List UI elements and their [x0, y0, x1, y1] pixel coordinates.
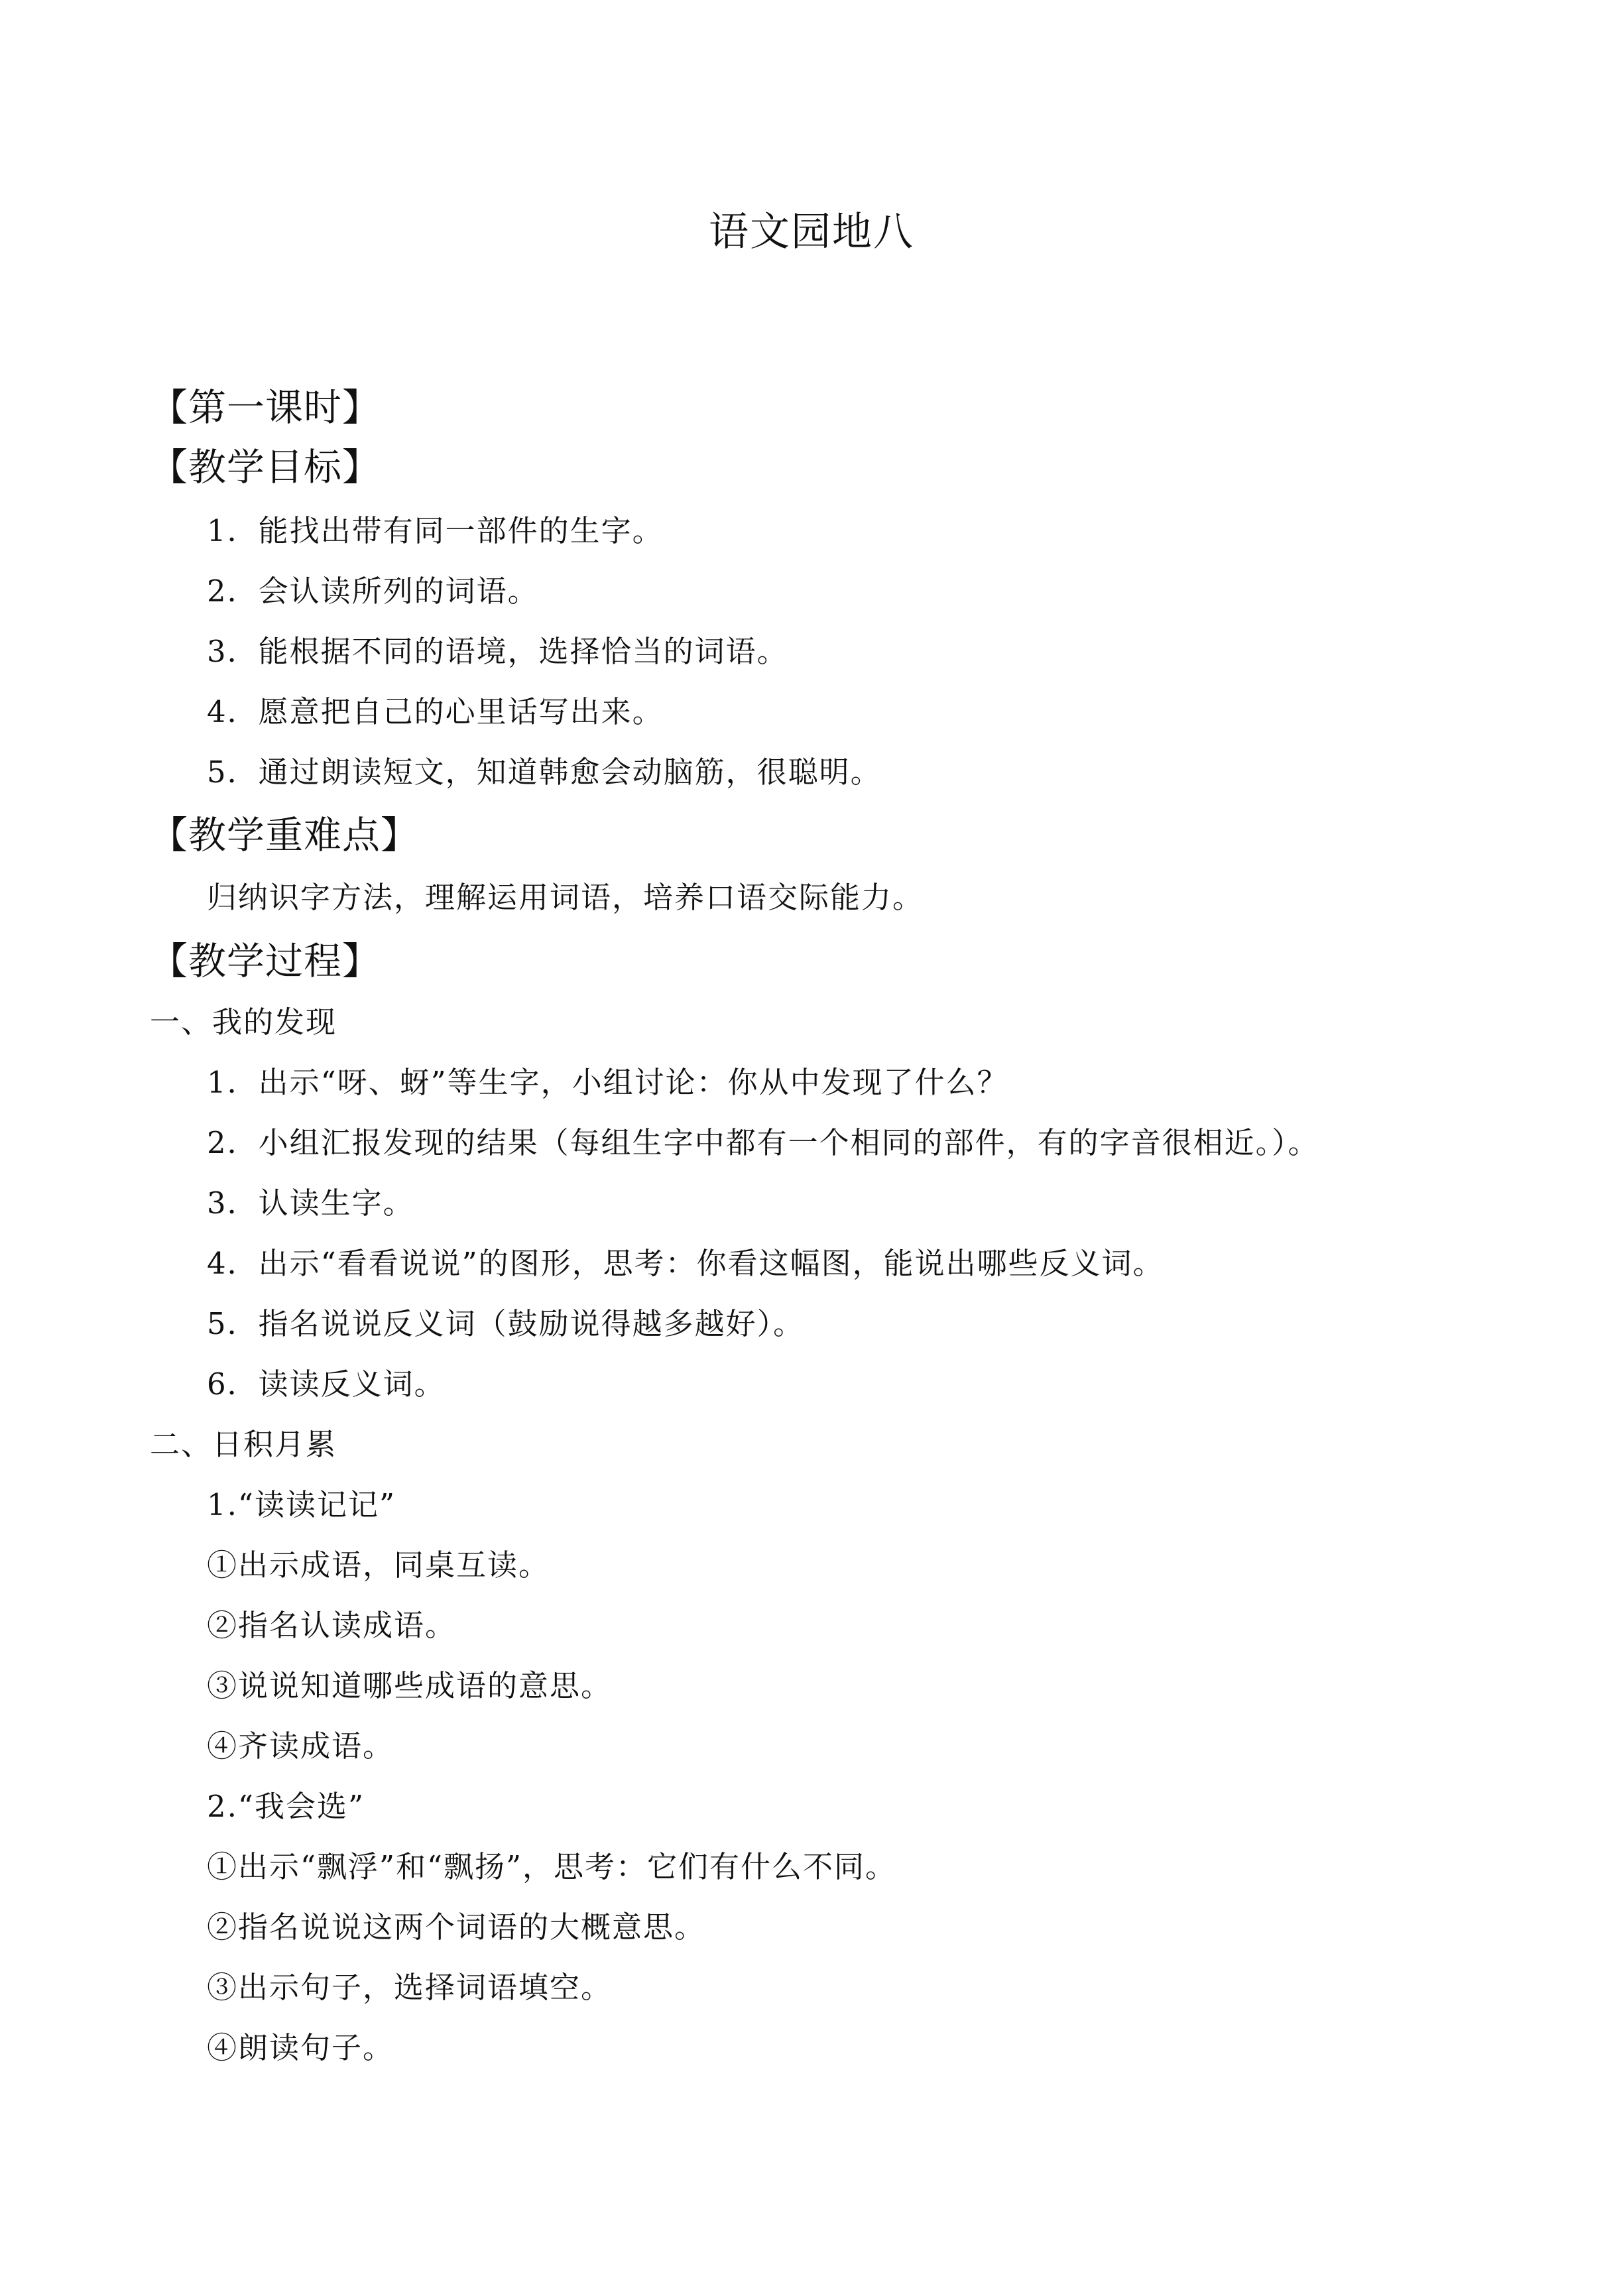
step-item: ④齐读成语。 [207, 1728, 394, 1764]
subsection-title: 2.“我会选” [207, 1789, 365, 1824]
section-title: 二、日积月累 [150, 1427, 337, 1462]
step-item: ②指名认读成语。 [207, 1608, 457, 1643]
process-item: 3．认读生字。 [207, 1185, 414, 1221]
section-title: 一、我的发现 [150, 1004, 337, 1040]
process-item: 1．出示“呀、蚜”等生字，小组讨论：你从中发现了什么？ [207, 1065, 1008, 1100]
process-item: 5．指名说说反义词（鼓励说得越多越好）。 [207, 1306, 805, 1341]
page-title: 语文园地八 [709, 209, 914, 255]
goals-heading: 【教学目标】 [150, 446, 381, 489]
goal-item: 5．通过朗读短文，知道韩愈会动脑筋，很聪明。 [207, 755, 882, 790]
goal-item: 2．会认读所列的词语。 [207, 574, 539, 609]
process-item: 2．小组汇报发现的结果（每组生字中都有一个相同的部件，有的字音很相近。）。 [207, 1125, 1319, 1160]
process-heading: 【教学过程】 [150, 939, 381, 983]
subsection-title: 1.“读读记记” [207, 1487, 396, 1522]
goal-item: 4．愿意把自己的心里话写出来。 [207, 694, 664, 729]
step-item: ①出示“飘浮”和“飘扬”，思考：它们有什么不同。 [207, 1849, 897, 1884]
process-item: 4．出示“看看说说”的图形，思考：你看这幅图，能说出哪些反义词。 [207, 1246, 1164, 1281]
step-item: ③出示句子，选择词语填空。 [207, 1970, 613, 2005]
goal-item: 3．能根据不同的语境，选择恰当的词语。 [207, 634, 788, 669]
period-heading: 【第一课时】 [150, 386, 381, 430]
step-item: ②指名说说这两个词语的大概意思。 [207, 1909, 706, 1945]
step-item: ③说说知道哪些成语的意思。 [207, 1668, 613, 1703]
step-item: ④朗读句子。 [207, 2030, 394, 2065]
goal-item: 1．能找出带有同一部件的生字。 [207, 513, 664, 548]
step-item: ①出示成语，同桌互读。 [207, 1547, 550, 1583]
key-points-text: 归纳识字方法，理解运用词语，培养口语交际能力。 [207, 880, 924, 915]
process-item: 6．读读反义词。 [207, 1366, 446, 1402]
key-points-heading: 【教学重难点】 [150, 814, 419, 857]
